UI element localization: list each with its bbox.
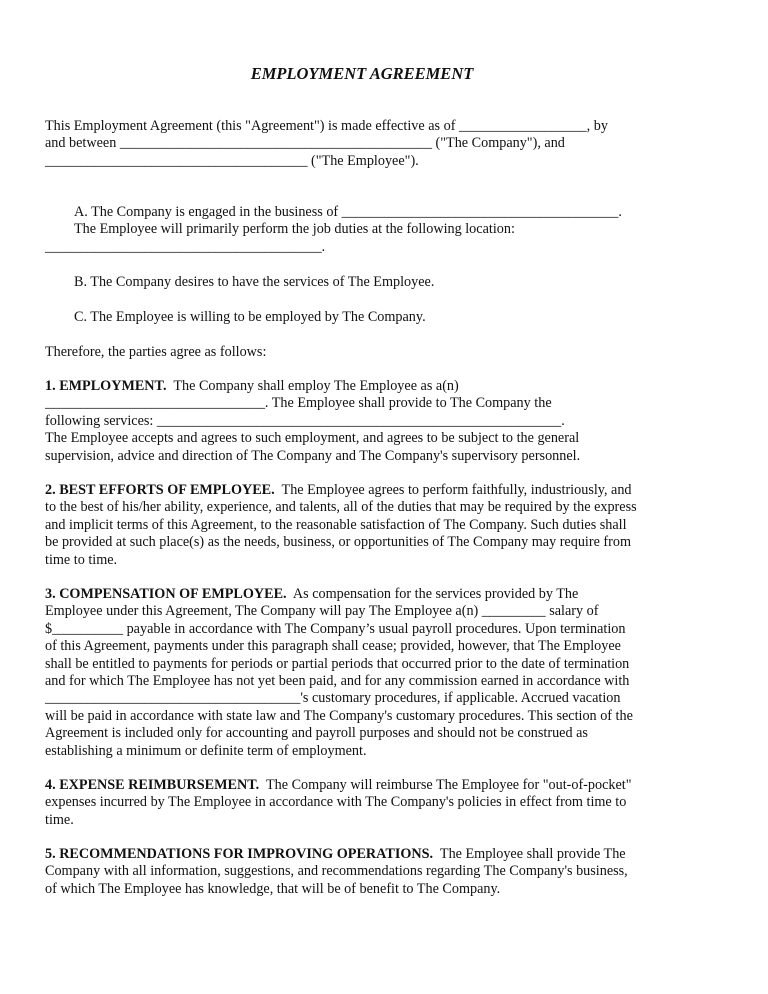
section-line: of which The Employee has knowledge, that will be of benefit to The Company. [45, 880, 501, 897]
recital-c-line: C. The Employee is willing to be employed by The Company. [74, 309, 426, 325]
recital-b-line: B. The Company desires to have the services of The Employee. [74, 274, 435, 290]
section-line: supervision, advice and direction of The Company and The Company's supervisory personnel. [45, 447, 581, 464]
section-line: of this Agreement, payments under this paragraph shall cease; provided, however, that The Employee [45, 638, 621, 655]
section-line: shall be entitled to payments for periods or partial periods that occurred prior to the date of termination [45, 655, 630, 672]
section-line: ____________________________________'s customary procedures, if applicable. Accrued vacation [45, 690, 621, 707]
section-line: Employee under this Agreement, The Company will pay The Employee a(n) _________ salary of [45, 603, 599, 620]
section-expense [45, 777, 677, 829]
section-line: The Employee accepts and agrees to such employment, and agrees to be subject to the general [45, 430, 580, 447]
section-employment [45, 378, 677, 465]
intro-line: _____________________________________ ("The Employee"). [45, 152, 419, 169]
section-line: and for which The Employee has not yet been paid, and for any commission earned in accordance with [45, 673, 630, 690]
section-heading: 1. EMPLOYMENT. [45, 378, 167, 394]
section-line: time to time. [45, 551, 118, 568]
section-line: _______________________________. The Employee shall provide to The Company the [45, 395, 552, 412]
section-line: $__________ payable in accordance with The Company’s usual payroll procedures. Upon termination [45, 620, 626, 637]
section-heading: 3. COMPENSATION OF EMPLOYEE. [45, 586, 287, 602]
recital-a-line: _______________________________________. [45, 238, 326, 255]
section-compensation [45, 586, 677, 760]
section-best-efforts [45, 482, 677, 569]
section-line: time. [45, 811, 74, 828]
section-recommendations [45, 846, 677, 898]
recital-b [74, 274, 674, 291]
document-title: EMPLOYMENT AGREEMENT [250, 64, 474, 83]
section-line: The Company will reimburse The Employee for "out-of-pocket" [259, 777, 632, 793]
section-line: and implicit terms of this Agreement, to the reasonable satisfaction of The Company. Such duties shall [45, 516, 627, 533]
intro-line: and between ____________________________________________ ("The Company"), and [45, 135, 565, 152]
section-heading: 2. BEST EFFORTS OF EMPLOYEE. [45, 482, 275, 498]
section-line: will be paid in accordance with state law and The Company's customary procedures. This section of the [45, 707, 633, 724]
recital-a [45, 204, 674, 256]
section-heading: 4. EXPENSE REIMBURSEMENT. [45, 777, 260, 793]
intro-paragraph [45, 118, 677, 170]
section-line: establishing a minimum or definite term of employment. [45, 742, 367, 759]
therefore-paragraph [45, 344, 677, 361]
recital-a-line: The Employee will primarily perform the job duties at the following location: [74, 221, 515, 238]
section-line: The Company shall employ The Employee as a(n) [166, 378, 459, 394]
section-line: The Employee shall provide The [433, 846, 626, 862]
section-line: expenses incurred by The Employee in accordance with The Company's policies in effect from time to [45, 794, 627, 811]
recital-c [74, 309, 674, 326]
therefore-line: Therefore, the parties agree as follows: [45, 344, 267, 360]
section-line: Company with all information, suggestions, and recommendations regarding The Company's business, [45, 863, 628, 880]
section-line: following services: _________________________________________________________. [45, 412, 565, 429]
section-line: Agreement is included only for accounting and payroll purposes and should not be construed as [45, 725, 588, 742]
section-line: The Employee agrees to perform faithfully, industriously, and [274, 482, 632, 498]
section-heading: 5. RECOMMENDATIONS FOR IMPROVING OPERATIONS. [45, 846, 434, 862]
section-line: As compensation for the services provided by The [286, 586, 579, 602]
recital-a-line: A. The Company is engaged in the business of _______________________________________. [74, 204, 622, 220]
section-line: to the best of his/her ability, experience, and talents, all of the duties that may be required by the express [45, 499, 637, 516]
section-line: be provided at such place(s) as the needs, business, or opportunities of The Company may require from [45, 534, 632, 551]
intro-line: This Employment Agreement (this "Agreement") is made effective as of __________________, by [45, 118, 608, 134]
